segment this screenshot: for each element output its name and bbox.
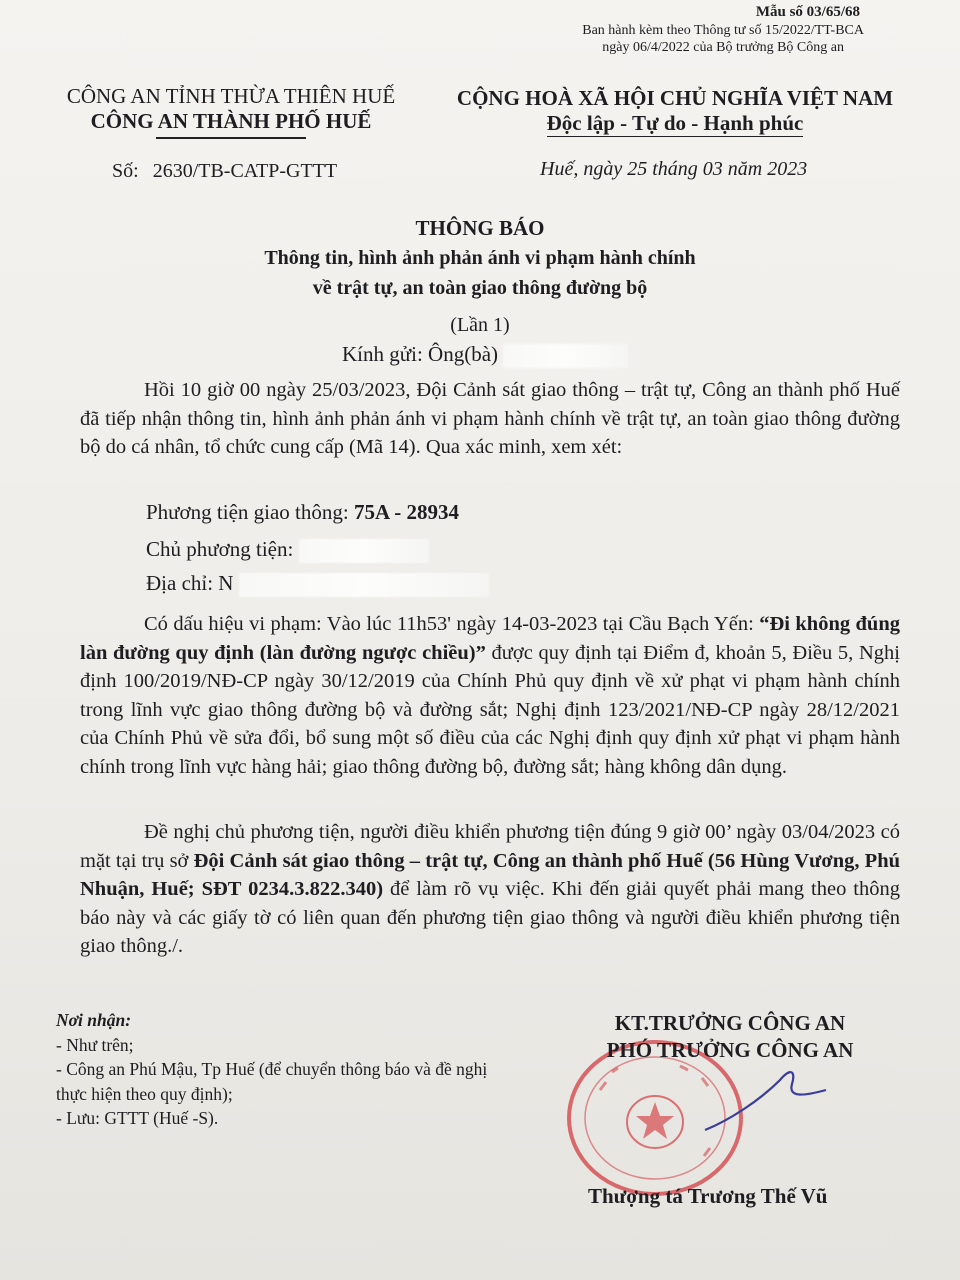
form-code: Mẫu số 03/65/68: [755, 4, 860, 20]
intro-paragraph: Hồi 10 giờ 00 ngày 25/03/2023, Đội Cảnh sát giao thông – trật tự, Công an thành phố Huế đã tiếp nhận thông tin, hình ảnh phản ánh vi phạm hành chính về trật tự, an toàn giao thông đường bộ do cá nhân, tổ chức cung cấp (Mã 14). Qua xác minh, xem xét:: [80, 379, 900, 458]
violation-description: “Đi không đúng làn đường quy định (làn đường ngược chiều)”: [80, 613, 900, 664]
violation-intro: Có dấu hiệu vi phạm: Vào lúc 11h53' ngày 14-03-2023 tại Cầu Bạch Yến:: [144, 613, 760, 635]
form-note-line-2: ngày 06/4/2022 của Bộ trưởng Bộ Công an: [602, 40, 844, 55]
country-name: CỘNG HOÀ XÃ HỘI CHỦ NGHĨA VIỆT NAM: [456, 86, 894, 110]
request-intro: Đề nghị chủ phương tiện, người điều khiển phương tiện đúng 9 giờ 00’ ngày 03/04/2023 có mặt tại trụ sở: [80, 821, 900, 872]
request-paragraph: [80, 818, 900, 961]
signature-block: [560, 1010, 900, 1064]
vehicle-plate: 75A - 28934: [353, 500, 459, 524]
address-label: Địa chỉ: N: [146, 571, 234, 595]
recipient-item: - Như trên;: [56, 1034, 134, 1055]
document-title: THÔNG BÁO: [415, 216, 545, 240]
redacted-owner-name: [299, 539, 429, 563]
form-note: [582, 22, 864, 56]
agency-name: CÔNG AN THÀNH PHỐ HUẾ: [90, 109, 372, 133]
owner-label: Chủ phương tiện:: [146, 537, 294, 561]
national-motto: Độc lập - Tự do - Hạnh phúc: [546, 111, 804, 135]
agency-header: [56, 84, 406, 139]
signature-title-2: PHÓ TRƯỞNG CÔNG AN: [606, 1038, 854, 1062]
recipients-title: Nơi nhận:: [56, 1010, 132, 1030]
document-subtitle-2: về trật tự, an toàn giao thông đường bộ: [312, 277, 648, 299]
vehicle-field: [146, 500, 459, 525]
recipient-item: - Công an Phú Mậu, Tp Huế (để chuyển thông báo và đề nghị thực hiện theo quy định);: [56, 1059, 488, 1104]
signature-title-1: KT.TRƯỞNG CÔNG AN: [614, 1011, 846, 1035]
handwritten-signature: [700, 1060, 830, 1140]
national-header: [440, 86, 910, 137]
request-office: Đội Cảnh sát giao thông – trật tự, Công an thành phố Huế (56 Hùng Vương, Phú Nhuận, Huế; SĐT 0234.3.822.340): [80, 849, 900, 900]
address-field: [146, 571, 489, 597]
number-value: 2630/TB-CATP-GTTT: [152, 160, 338, 182]
document-number: [112, 160, 337, 183]
violation-paragraph: [80, 610, 900, 781]
recipient-item: - Lưu: GTTT (Huế -S).: [56, 1108, 219, 1128]
owner-field: [146, 537, 429, 563]
notice-round: (Lần 1): [450, 314, 510, 336]
vehicle-label: Phương tiện giao thông:: [146, 500, 354, 524]
number-label: Số:: [112, 160, 139, 182]
recipient-line: [342, 342, 628, 368]
agency-underline: [156, 137, 306, 139]
redacted-address: [239, 573, 489, 597]
document-subtitle-1: Thông tin, hình ảnh phản ánh vi phạm hành chính: [264, 247, 696, 269]
redacted-recipient-name: [503, 344, 628, 368]
recipients-block: [56, 1008, 496, 1131]
form-note-line-1: Ban hành kèm theo Thông tư số 15/2022/TT-BCA: [582, 23, 864, 38]
document-date: Huế, ngày 25 tháng 03 năm 2023: [540, 158, 808, 180]
violation-legal-basis: được quy định tại Điểm đ, khoản 5, Điều 5, Nghị định 100/2019/NĐ-CP ngày 30/12/2019 của Chính Phủ quy định về xử phạt vi phạm hành chính trong lĩnh vực giao thông đường bộ và đường sắt; Nghị định 123/2021/NĐ-CP ngày 28/12/2021 của Chính Phủ về sửa đổi, bổ sung một số điều của các Nghị định quy định xử phạt vi phạm hành chính trong lĩnh vực hàng hải; giao thông đường bộ, đường sắt; hàng không dân dụng.: [80, 641, 900, 778]
request-instructions: để làm rõ vụ việc. Khi đến giải quyết phải mang theo thông báo này và các giấy tờ có liên quan đến phương tiện giao thông và người điều khiển phương tiện giao thông./.: [80, 878, 900, 957]
agency-parent: CÔNG AN TỈNH THỪA THIÊN HUẾ: [66, 84, 396, 108]
recipient-label: Kính gửi: Ông(bà): [342, 342, 499, 366]
signer-name: Thượng tá Trương Thế Vũ: [588, 1184, 828, 1208]
